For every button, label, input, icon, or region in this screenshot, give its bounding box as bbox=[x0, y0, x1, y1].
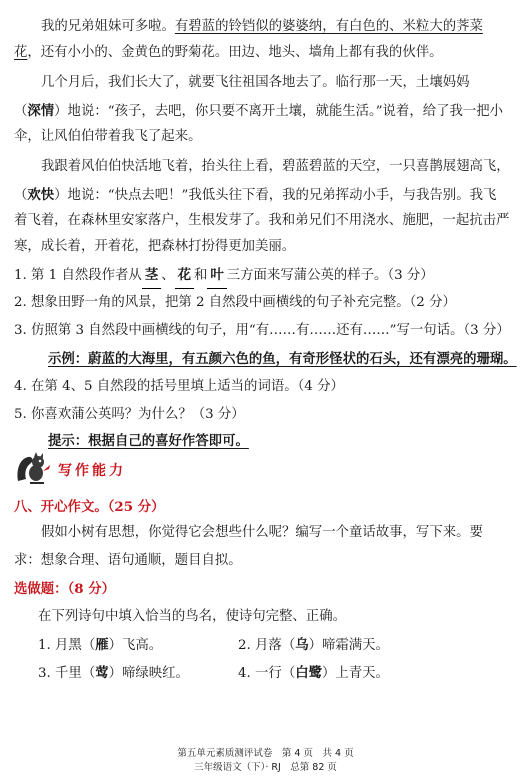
section8-line1: 假如小树有思想，你觉得它会想些什么呢？编写一个童话故事，写下来。要 bbox=[41, 525, 483, 540]
q1-text-end: 三方面来写蒲公英的样子。（3 分） bbox=[226, 268, 434, 283]
para2-line1: 几个月后，我们长大了，就要飞往祖国各地去了。临行那一天，土壤妈妈 bbox=[41, 75, 470, 90]
squirrel-mascot-icon bbox=[14, 451, 52, 489]
question-2: 2. 想象田野一角的风景，把第 2 自然段中画横线的句子补充完整。（2 分） bbox=[14, 295, 456, 310]
poem-text-end: ）飞高。 bbox=[108, 638, 163, 653]
poem-text: 1. 月黑（ bbox=[38, 638, 96, 653]
para1-rest: ，还有小小的、金黄色的野菊花。田边、地头、墙角上都有我的伙伴。 bbox=[27, 45, 443, 60]
para3-line4: 寒，成长着，开着花，把森林打扮得更加美丽。 bbox=[14, 239, 296, 254]
question-1 bbox=[14, 262, 514, 289]
section8-heading bbox=[14, 494, 514, 521]
q3-example-answer: 示例：蔚蓝的大海里，有五颜六色的鱼，有奇形怪状的石头，还有漂亮的珊瑚。 bbox=[48, 351, 517, 367]
q5-hint-text: 提示：根据自己的喜好作答即可。 bbox=[48, 433, 249, 449]
writing-section-title: 写作能力 bbox=[58, 463, 126, 479]
optional-heading bbox=[14, 576, 514, 603]
poem-item-2 bbox=[238, 632, 518, 659]
poem-answer-3: 莺 bbox=[95, 665, 109, 681]
q1-and: 和 bbox=[193, 268, 208, 283]
question-4: 4. 在第 4、5 自然段的括号里填上适当的词语。（4 分） bbox=[14, 379, 344, 394]
poem-text: 3. 千里（ bbox=[38, 666, 96, 681]
q1-sep: 、 bbox=[161, 268, 175, 283]
q1-answer-3: 叶 bbox=[207, 262, 226, 289]
para3-text: ）地说：“快点去吧！”我低头往下看，我的兄弟挥动小手，与我告别。我飞 bbox=[54, 188, 497, 203]
poem-text-end: ）上青天。 bbox=[322, 666, 389, 681]
writing-section-banner bbox=[14, 452, 126, 488]
question-3-example bbox=[48, 346, 518, 373]
q1-answer-2: 花 bbox=[175, 262, 194, 289]
poem-answer-4: 白鹭 bbox=[295, 665, 322, 681]
para1-underlined-end: 花 bbox=[14, 45, 28, 60]
para2-answer: 深情 bbox=[27, 103, 55, 119]
paren-open: （ bbox=[14, 188, 28, 203]
q1-answer-1: 茎 bbox=[142, 262, 161, 289]
para2-line3: 伞，让风伯伯带着我飞了起来。 bbox=[14, 129, 202, 144]
para1-underlined-sentence: 有碧蓝的铃铛似的婆婆纳，有白色的、米粒大的荠菜 bbox=[174, 19, 483, 34]
question-5: 5. 你喜欢蒲公英吗？为什么？（3 分） bbox=[14, 407, 245, 422]
poem-text-end: ）啼绿映红。 bbox=[108, 666, 189, 681]
poem-item-4 bbox=[238, 660, 518, 687]
question-5-hint bbox=[48, 428, 518, 455]
para3-answer: 欢快 bbox=[27, 187, 55, 203]
poem-item-1 bbox=[38, 632, 238, 659]
para3-line3: 着飞着，在森林里安家落户，生根发芽了。我和弟兄们不用浇水、施肥，一起抗击严 bbox=[14, 213, 510, 228]
para2-text: ）地说：“孩子，去吧，你只要不离开土壤，就能生活。”说着，给了我一把小 bbox=[54, 104, 504, 119]
optional-instruction: 在下列诗句中填入恰当的鸟名，使诗句完整、正确。 bbox=[38, 609, 346, 624]
question-3: 3. 仿照第 3 自然段中画横线的句子，用“有……有……还有……”写一句话。（3 分） bbox=[14, 323, 510, 338]
footer-line1: 第五单元素质测评试卷 第 4 页 共 4 页 bbox=[177, 748, 354, 759]
optional-heading-text: 选做题：（8 分） bbox=[14, 581, 116, 597]
para3-line1: 我跟着风伯伯快活地飞着，抬头往上看，碧蓝碧蓝的天空，一只喜鹊展翅高飞， bbox=[41, 159, 510, 174]
poem-answer-1: 雁 bbox=[95, 637, 109, 653]
para1-line2 bbox=[14, 40, 514, 66]
para1-line1 bbox=[14, 14, 531, 40]
q1-text: 1. 第 1 自然段作者从 bbox=[14, 268, 142, 283]
para2-line2 bbox=[14, 98, 514, 125]
poem-text-end: ）啼霜满天。 bbox=[308, 638, 389, 653]
section8-heading-text: 八、开心作文。（25 分） bbox=[14, 499, 165, 515]
para1-text: 我的兄弟姐妹可多啦。 bbox=[41, 19, 175, 34]
paren-open: （ bbox=[14, 104, 28, 119]
footer-line2: 三年级语文（下）· RJ 总第 82 页 bbox=[194, 762, 337, 773]
poem-text: 2. 月落（ bbox=[238, 638, 296, 653]
section8-line2: 求：想象合理、语句通顺，题目自拟。 bbox=[14, 553, 242, 568]
poem-text: 4. 一行（ bbox=[238, 666, 296, 681]
poem-answer-2: 乌 bbox=[295, 637, 309, 653]
poem-item-3 bbox=[38, 660, 238, 687]
para3-line2 bbox=[14, 182, 514, 209]
